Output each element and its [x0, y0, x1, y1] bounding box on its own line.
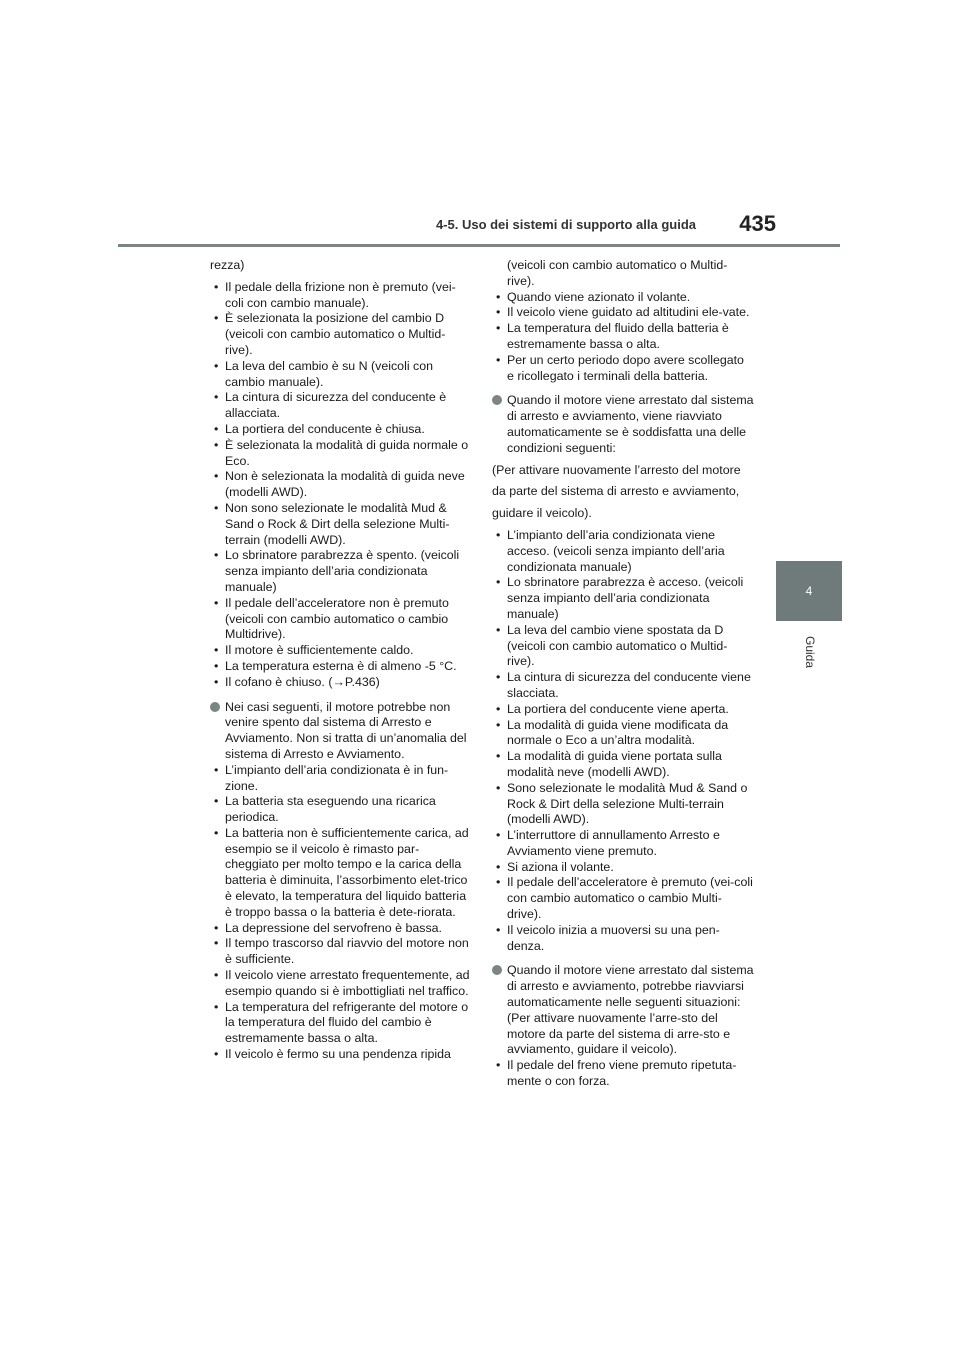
list-item: • Il veicolo è fermo su una pendenza ripida [214, 1047, 451, 1062]
bullet-dot-icon: • [496, 352, 501, 367]
bullet-list-auto-restart [492, 1058, 754, 1090]
section-circle-icon [492, 395, 502, 405]
list-item: • Lo sbrinatore parabrezza è spento. (veicoli senza impianto dell’aria condizionata manuale) [214, 548, 460, 594]
list-item: • Lo sbrinatore parabrezza è acceso. (veicoli senza impianto dell’aria condizionata manuale) [496, 575, 744, 621]
list-item: • La temperatura esterna è di almeno -5 °C. [214, 658, 457, 673]
list-item: • La leva del cambio è su N (veicoli con cambio manuale). [214, 358, 433, 389]
bullet-dot-icon: • [496, 289, 501, 304]
list-item: • Il cofano è chiuso. (→P.436) [214, 674, 380, 689]
list-item: • La temperatura del refrigerante del motore o la temperatura del fluido del cambio è estremamente bassa o alta. [214, 999, 469, 1046]
bullet-dot-icon: • [496, 749, 501, 764]
section-heading: Nei casi seguenti, il motore potrebbe non venire spento dal sistema di Arresto e Avviamento. Non si tratta di un’anomalia del sistema di Arresto e Avviamento. [210, 700, 472, 763]
note-line: da parte del sistema di arresto e avviamento, [492, 484, 740, 499]
page-number: 435 [739, 211, 776, 236]
list-item: • La temperatura del fluido della batteria è estremamente bassa o alta. [496, 321, 729, 351]
list-item: • Il veicolo inizia a muoversi su una pen-denza. [496, 922, 720, 953]
list-item: • Il motore è sufficientemente caldo. [214, 643, 414, 658]
bullet-dot-icon: • [214, 762, 219, 777]
list-item: • La cintura di sicurezza del conducente viene slacciata. [496, 670, 751, 700]
bullet-dot-icon: • [214, 999, 219, 1014]
header-divider [118, 244, 840, 247]
section-circle-icon [210, 702, 220, 712]
bullet-dot-icon: • [496, 527, 501, 542]
bullet-dot-icon: • [214, 595, 219, 610]
list-item: • Il pedale dell’acceleratore è premuto (vei-coli con cambio automatico o cambio Multi-drive). [496, 875, 753, 922]
bullet-dot-icon: • [496, 780, 501, 795]
list-item: • L’interruttore di annullamento Arresto e Avviamento viene premuto. [496, 828, 720, 858]
list-item: • Non sono selezionate le modalità Mud & Sand o Rock & Dirt della selezione Multi-terrain (modelli AWD). [214, 500, 450, 547]
list-item: • La depressione del servofreno è bassa. [214, 920, 442, 935]
bullet-dot-icon: • [214, 658, 219, 673]
list-item: • È selezionata la posizione del cambio D (veicoli con cambio automatico o Multid-rive). [214, 311, 446, 357]
list-item: • Per un certo periodo dopo avere scollegato e ricollegato i terminali della batteria. [496, 352, 744, 383]
bullet-dot-icon: • [496, 859, 501, 874]
bullet-dot-icon: • [214, 825, 219, 840]
bullet-list-conditions [210, 280, 472, 691]
note-line: guidare il veicolo). [492, 506, 592, 521]
bullet-dot-icon: • [496, 622, 501, 637]
section-circle-icon [492, 965, 502, 975]
bullet-dot-icon: • [496, 922, 501, 937]
list-item: • Il veicolo viene arrestato frequentemente, ad esempio quando si è imbottigliati nel traffico. [214, 968, 470, 998]
bullet-dot-icon: • [214, 643, 219, 658]
bullet-dot-icon: • [214, 500, 219, 515]
list-item: • La portiera del conducente è chiusa. [214, 421, 425, 436]
bullet-dot-icon: • [496, 875, 501, 890]
right-column [492, 258, 754, 1090]
bullet-dot-icon: • [214, 311, 219, 326]
bullet-dot-icon: • [214, 548, 219, 563]
list-item: • Sono selezionate le modalità Mud & Sand o Rock & Dirt della selezione Multi-terrain (modelli AWD). [496, 780, 748, 827]
bullet-dot-icon: • [214, 358, 219, 373]
list-item: • Il pedale della frizione non è premuto (vei-coli con cambio manuale). [214, 279, 456, 310]
list-item: • La portiera del conducente viene aperta. [496, 701, 729, 716]
bullet-dot-icon: • [214, 794, 219, 809]
note-line: (Per attivare nuovamente l’arresto del motore [492, 462, 741, 477]
bullet-dot-icon: • [496, 670, 501, 685]
list-item: • È selezionata la modalità di guida normale o Eco. [214, 437, 469, 468]
bullet-dot-icon: • [496, 701, 501, 716]
list-item: • L’impianto dell’aria condizionata viene acceso. (veicoli senza impianto dell’aria condizionata manuale) [496, 527, 725, 574]
bullet-dot-icon: • [496, 321, 501, 336]
bullet-dot-icon: • [214, 421, 219, 436]
list-item: • Si aziona il volante. [496, 859, 614, 874]
bullet-dot-icon: • [214, 390, 219, 405]
list-item: • La cintura di sicurezza del conducente è allacciata. [214, 390, 447, 421]
bullet-dot-icon: • [214, 437, 219, 452]
bullet-dot-icon: • [496, 717, 501, 732]
bullet-dot-icon: • [496, 305, 501, 320]
list-item: • Il pedale del freno viene premuto ripetuta-mente o con forza. [496, 1058, 737, 1089]
bullet-dot-icon: • [214, 674, 219, 689]
bullet-dot-icon: • [496, 1058, 501, 1073]
bullet-dot-icon: • [214, 968, 219, 983]
section-header-title: 4-5. Uso dei sistemi di supporto alla guida [435, 217, 696, 232]
bullet-dot-icon: • [214, 469, 219, 484]
bullet-dot-icon: • [214, 279, 219, 294]
list-item: • Il pedale dell’acceleratore non è premuto (veicoli con cambio automatico o cambio Multidrive). [214, 595, 449, 642]
bullet-dot-icon: • [496, 575, 501, 590]
list-item: • La batteria sta eseguendo una ricarica periodica. [214, 794, 436, 825]
continued-text: rezza) [210, 258, 245, 272]
list-item: • Il veicolo viene guidato ad altitudini ele-vate. [496, 305, 750, 320]
list-item: • La modalità di guida viene portata sulla modalità neve (modelli AWD). [496, 749, 722, 779]
chapter-label: Guida [803, 635, 817, 669]
bullet-dot-icon: • [496, 828, 501, 843]
chapter-number: 4 [805, 584, 813, 598]
bullet-dot-icon: • [214, 920, 219, 935]
list-item: • Non è selezionata la modalità di guida neve (modelli AWD). [214, 469, 465, 500]
bullet-list-no-stop [210, 763, 472, 1063]
bullet-list-no-stop-continued [492, 258, 754, 384]
bullet-dot-icon: • [214, 1047, 219, 1062]
bullet-list-restart [492, 528, 754, 955]
bullet-dot-icon: • [214, 936, 219, 951]
list-item-continued: (veicoli con cambio automatico o Multid-rive). [507, 258, 728, 288]
section-heading: Quando il motore viene arrestato dal sistema di arresto e avviamento, viene riavviato automaticamente se è soddisfatta una delle condizioni seguenti: [492, 393, 754, 456]
list-item: • La leva del cambio viene spostata da D (veicoli con cambio automatico o Multid-rive). [496, 622, 728, 669]
left-column [210, 258, 472, 1063]
list-item: • L’impianto dell’aria condizionata è in fun-zione. [214, 762, 449, 793]
list-item: • La modalità di guida viene modificata da normale o Eco a un’altra modalità. [496, 717, 729, 748]
list-item: • Il tempo trascorso dal riavvio del motore non è sufficiente. [214, 936, 469, 967]
list-item: • Quando viene azionato il volante. [496, 289, 691, 304]
section-heading: Quando il motore viene arrestato dal sistema di arresto e avviamento, potrebbe riavviarsi automaticamente nelle seguenti situazioni: (Per attivare nuovamente l’arre-sto del motore da parte del sistema di arre-sto e avviamento, guidare il veicolo). [492, 963, 754, 1058]
list-item: • La batteria non è sufficientemente carica, ad esempio se il veicolo è rimasto par-cheggiato per molto tempo e la carica della batteria è diminuita, l’assorbimento elet-trico è elevato, la temperatura del liquido batteria è troppo bassa o la batteria è dete-riorata. [214, 825, 469, 919]
chapter-tab [776, 561, 842, 621]
